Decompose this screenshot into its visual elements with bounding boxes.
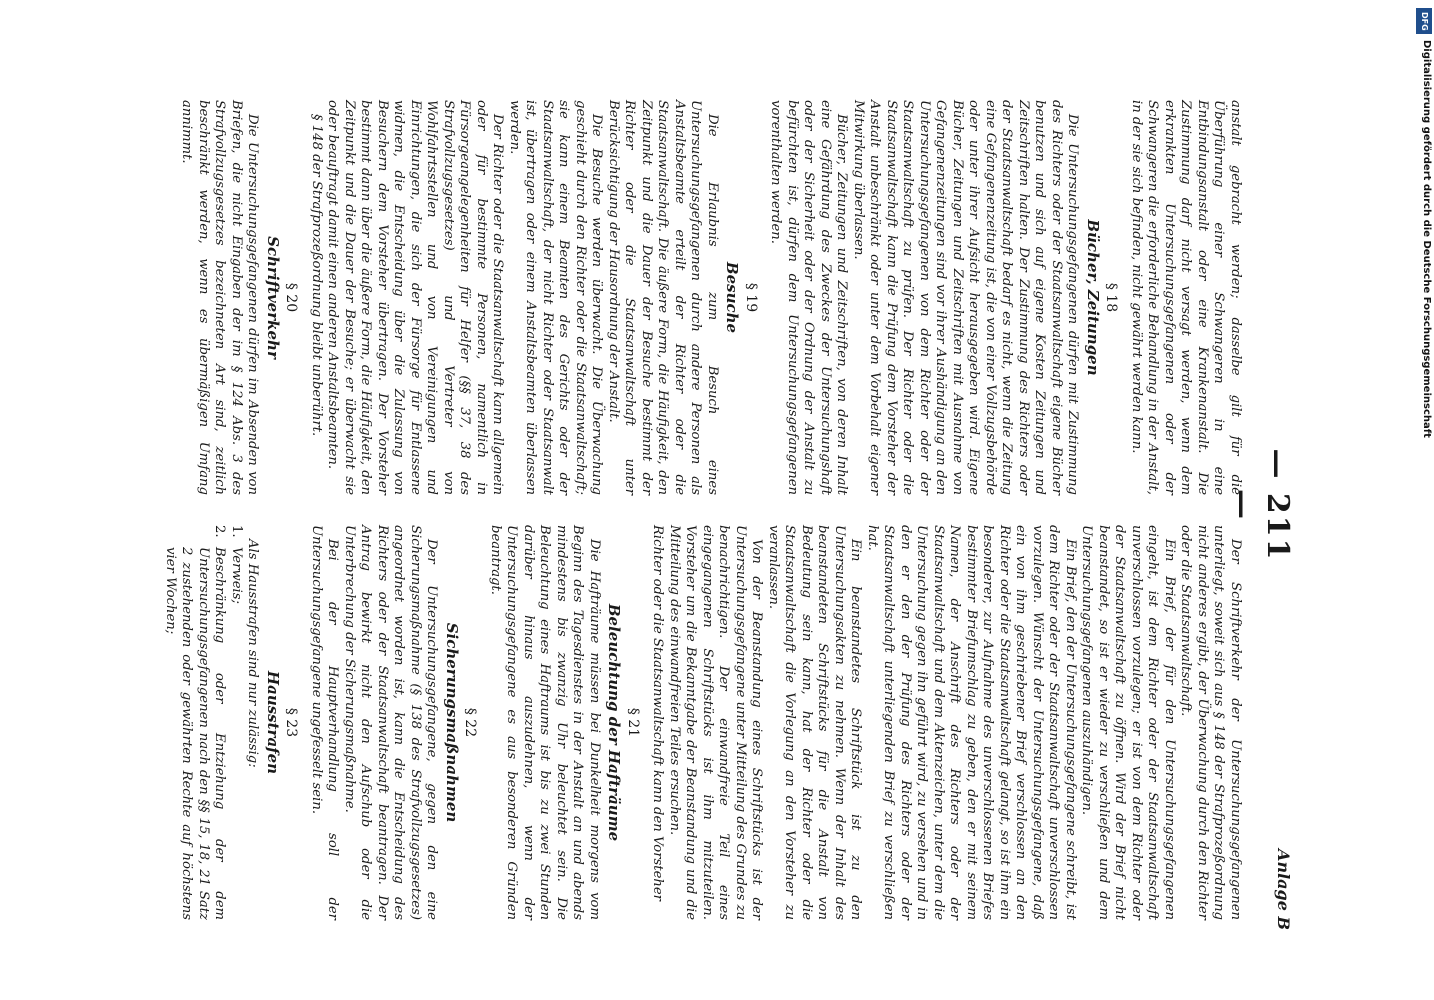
- paragraph: Die Untersuchungsgefangenen dürfen mit Zustimmung des Richters oder der Staatsanwaltschaft eigene Bücher benutzen und sich auf eigene Kosten Zeitungen und Zeitschriften halten. Der Zustimmung des Richters oder der Staatsanwaltschaft bedarf es nicht, wenn die Zeitung eine Gefangenenzeitung ist, die von einer Vollzugsbehörde oder unter ihrer Aufsicht herausgegeben wird. Eigene Bücher, Zeitungen und Zeitschriften mit Ausnahme von Gefangenenzeitungen sind vor ihrer Aushändigung an den Untersuchungsgefangenen von dem Richter oder der Staatsanwaltschaft zu prüfen. Der Richter oder die Staatsanwaltschaft kann die Prüfung dem Vorsteher der Anstalt unbeschränkt oder unter dem Vorbehalt eigener Mitwirkung überlassen.: [851, 100, 1081, 495]
- paragraph-fragment: Richter oder die Staatsanwaltschaft kann den Vorsteher: [650, 525, 666, 901]
- list-item: [228, 525, 245, 920]
- paragraph: Ein Brief, den der Untersuchungsgefangene schreibt, ist dem Richter oder der Staatsanwaltschaft unverschlossen vorzulegen. Wünscht der Untersuchungsgefangene, daß ein von ihm geschriebener Brief verschlossen an den Richter oder die Staatsanwaltschaft gelangt, so ist ihm ein besonderer, zur Aufnahme des unverschlossenen Briefes bestimmter Briefumschlag zu geben, den er mit seinem Namen, der Anschrift des Richters oder der Staatsanwaltschaft und dem Aktenzeichen, unter dem die Untersuchung gegen ihn geführt wird, zu versehen und in den er den der Prüfung des Richters oder der Staatsanwaltschaft unterliegenden Brief zu verschließen hat.: [865, 525, 1078, 920]
- section-number: § 21: [625, 707, 641, 738]
- digitization-credit: Digitalisierung gefördert durch die Deutsche Forschungsgemeinschaft: [1421, 40, 1432, 438]
- list-number: 2.: [212, 525, 228, 538]
- paragraph: anstalt gebracht werden; dasselbe gilt für die Überführung einer Schwangeren in eine Entbindungsanstalt oder eine Krankenanstalt. Die Zustimmung darf nicht versagt werden, wenn dem erkrankten Untersuchungsgefangenen oder der Schwangeren die erforderliche Behandlung in der Anstalt, in der sie sich befinden, nicht gewährt werden kann.: [1129, 100, 1243, 495]
- document-page: [95, 80, 1295, 930]
- paragraph: Als Hausstrafen sind nur zulässig:: [245, 539, 261, 768]
- section-number: § 19: [743, 282, 759, 313]
- list-text: Beschränkung oder Entziehung der dem Untersuchungsgefangenen nach den §§ 15, 18, 21 Satz 2 zustehenden oder gewährten Rechte auf höchstens vier Wochen;: [163, 547, 228, 920]
- paragraph: Von der Beanstandung eines Schriftstücks ist der Untersuchungsgefangene unter Mitteilung des Grundes zu benachrichtigen. Der einwandfreie Teil eines eingegangenen Schriftstücks ist ihm mitzuteilen. Vorsteher um die Bekanntgabe der Beanstandung und die Mitteilung des einwandfreien Teiles ersuchen.: [667, 525, 765, 921]
- section-title: Hausstrafen: [264, 670, 282, 775]
- section-title: Schriftverkehr: [264, 236, 282, 359]
- paragraph: Ein Brief, der für den Untersuchungsgefangenen eingeht, ist dem Richter oder der Staatsanwaltschaft unverschlossen vorzulegen; er ist von dem Richter oder der Staatsanwaltschaft zu öffnen. Wird der Brief nicht beanstandet, so ist er wieder zu verschließen und dem Untersuchungsgefangenen auszuhändigen.: [1079, 525, 1177, 920]
- paragraph: Bücher, Zeitungen und Zeitschriften, von deren Inhalt eine Gefährdung des Zweckes der Untersuchungshaft oder der Sicherheit oder der Ordnung der Anstalt zu befürchten ist, dürfen dem Untersuchungsgefangenen vorenthalten werden.: [768, 100, 850, 495]
- section-title: Sicherungsmaßnahmen: [443, 622, 461, 823]
- list-text: Verweis;: [229, 547, 244, 604]
- paragraph: § 148 der Strafprozeßordnung bleibt unberührt.: [309, 114, 324, 437]
- section-number: § 18: [1103, 282, 1120, 313]
- page-header: [1225, 80, 1295, 930]
- section-title: Besuche: [723, 261, 742, 334]
- left-column: [178, 100, 1243, 495]
- section-number: § 20: [283, 282, 300, 313]
- paragraph: Die Erlaubnis zum Besuch eines Untersuchungsgefangenen durch andere Personen als Anstaltsbeamte erteilt der Richter oder die Staatsanwaltschaft. Die äußere Form, die Häufigkeit, den Zeitpunkt und die Dauer der Besuche bestimmt der Richter oder die Staatsanwaltschaft unter Berücksichtigung der Hausordnung der Anstalt.: [606, 100, 720, 495]
- dfg-logo: DFG: [1416, 8, 1432, 34]
- list-number: 1.: [229, 525, 244, 538]
- paragraph: Der Untersuchungsgefangene, gegen den eine Sicherungsmaßnahme (§ 138 des Strafvollzugsgesetzes) angeordnet worden ist, kann die Entscheidung des Richters oder der Staatsanwaltschaft beantragen. Der Antrag bewirkt nicht den Aufschub oder die Unterbrechung der Sicherungsmaßnahme.: [342, 525, 440, 920]
- paragraph: Der Schriftverkehr der Untersuchungsgefangenen unterliegt, soweit sich aus § 148 der Strafprozeßordnung nicht anderes ergibt, der Überwachung durch den Richter oder die Staatsanwaltschaft.: [1178, 525, 1243, 920]
- section-number: § 23: [283, 707, 300, 738]
- page-number: — 211 —: [1225, 448, 1295, 562]
- paragraph: Bei der Hauptverhandlung soll der Untersuchungsgefangene ungefesselt sein.: [309, 525, 341, 920]
- paragraph: Der Richter oder die Staatsanwaltschaft kann allgemein oder für bestimmte Personen, namentlich in Fürsorgeangelegenheiten für Helfer (§§ 37, 38 des Strafvollzugsgesetzes) und Vertreter von Wohlfahrtsstellen und von Vereinigungen und Einrichtungen, die sich der Fürsorge für Entlassene widmen, die Entscheidung über die Zulassung von Besuchern dem Vorsteher übertragen. Der Vorsteher bestimmt dann über die äußere Form, die Häufigkeit, den Zeitpunkt und die Dauer der Besuche; er überwacht sie oder beauftragt damit einen anderen Anstaltsbeamten.: [325, 100, 506, 495]
- paragraph: Ein beanstandetes Schriftstück ist zu den Untersuchungsakten zu nehmen. Wenn der Inhalt des beanstandeten Schriftstücks für die Anstalt von Bedeutung sein kann, hat der Richter oder die Staatsanwaltschaft die Vorlegung an den Vorsteher zu veranlassen.: [766, 525, 864, 920]
- section-title: Bücher, Zeitungen: [1084, 219, 1102, 376]
- section-number: § 22: [462, 707, 479, 738]
- right-column: [162, 525, 1244, 920]
- paragraph: Die Hafträume müssen bei Dunkelheit morgens vom Beginn des Tagesdienstes in der Anstalt an und abends mindestens bis zwanzig Uhr beleuchtet sein. Die Beleuchtung eines Haftraums ist bis zu zwei Stunden darüber hinaus auszudehnen, wenn der Untersuchungsgefangene es aus besonderen Gründen beantragt.: [488, 525, 602, 920]
- section-title: Beleuchtung der Hafträume: [605, 603, 624, 842]
- paragraph: Die Untersuchungsgefangenen dürfen im Absenden von Briefen, die nicht Eingaben der im § 124 Abs. 3 des Strafvollzugsgesetzes bezeichneten Art sind, zeitlich beschränkt werden, wenn es übermäßigen Umfang annimmt.: [179, 100, 261, 495]
- list-item: [162, 525, 228, 920]
- annex-label: Anlage B: [1274, 849, 1293, 930]
- paragraph: Die Besuche werden überwacht. Die Überwachung geschieht durch den Richter oder die Staatsanwaltschaft; sie kann einem Beamten des Gerichts oder der Staatsanwaltschaft, der nicht Richter oder Staatsanwalt ist, übertragen oder einem Anstaltsbeamten überlassen werden.: [507, 100, 605, 495]
